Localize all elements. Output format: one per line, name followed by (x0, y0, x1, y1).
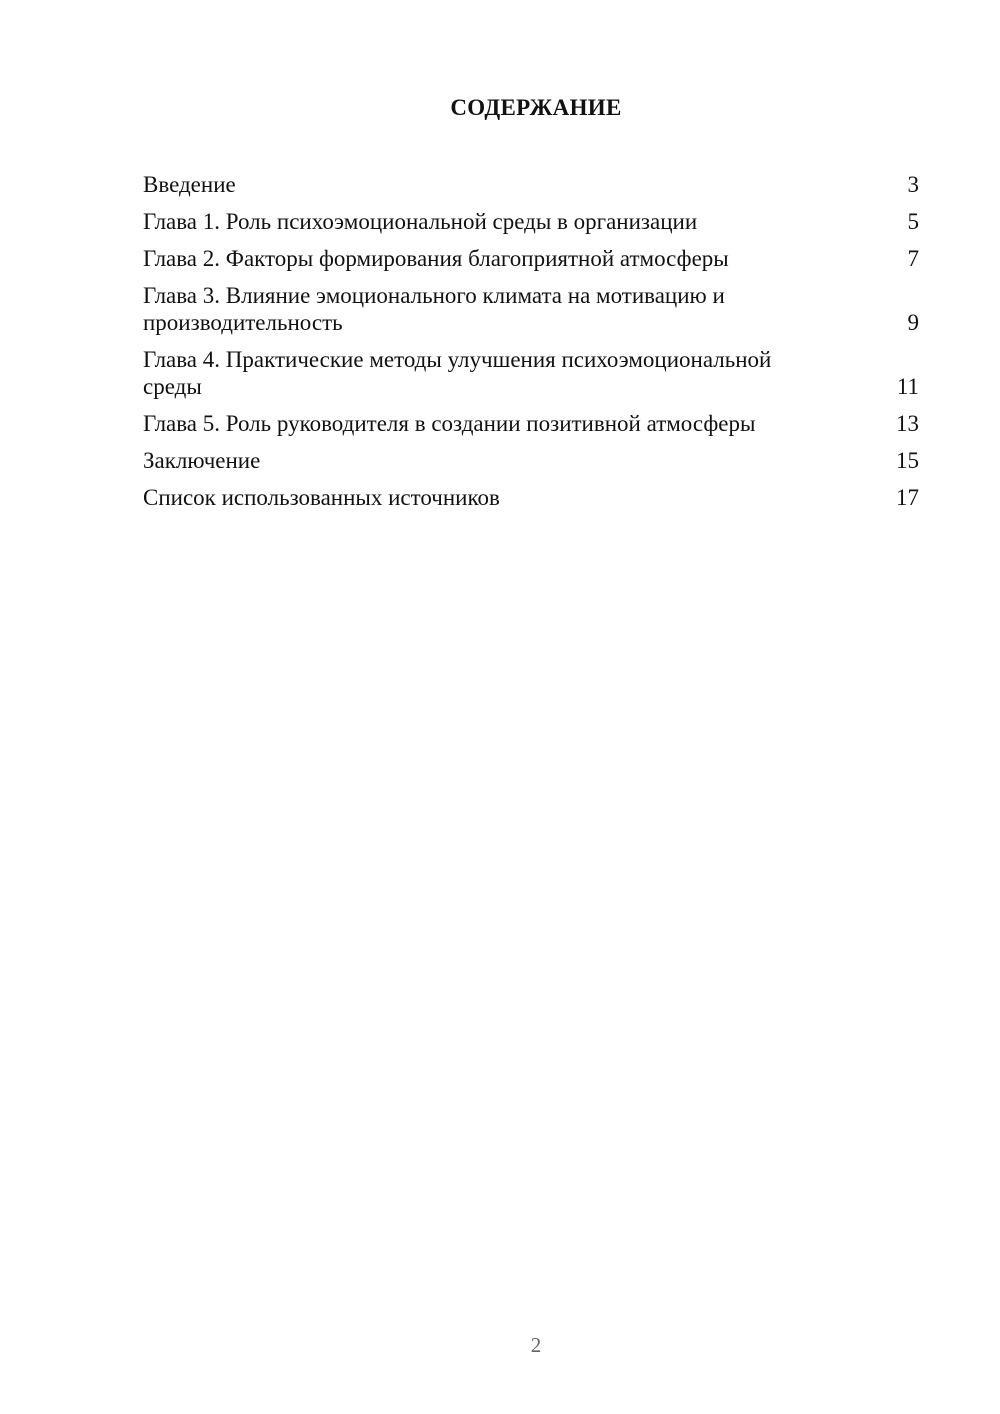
toc-entry-chapter-3 (143, 279, 919, 343)
toc-entry-introduction (143, 168, 919, 205)
toc-entry-chapter-2 (143, 242, 919, 279)
toc-entry-page: 15 (896, 448, 919, 473)
toc-entry-page: 5 (907, 209, 919, 234)
toc-entry-text: Глава 1. Роль психоэмоциональной среды в организации (143, 209, 698, 234)
toc-entry-text: Глава 4. Практические методы улучшения психоэмоциональной среды (143, 347, 772, 399)
toc-entry-conclusion (143, 444, 919, 481)
toc-entry-text: Введение (143, 172, 236, 197)
toc-entry-page: 13 (896, 411, 919, 436)
toc-entry-text: Глава 5. Роль руководителя в создании позитивной атмосферы (143, 411, 756, 436)
toc-entry-chapter-5 (143, 407, 919, 444)
toc-entry-page: 3 (907, 172, 919, 197)
page-number: 2 (530, 1333, 542, 1357)
toc-entry-references (143, 481, 919, 518)
toc-entry-chapter-4 (143, 343, 919, 407)
toc-entry-page: 17 (896, 485, 919, 510)
toc-entry-text: Заключение (143, 448, 261, 473)
toc-entry-page: 9 (907, 310, 919, 335)
toc-entry-chapter-1 (143, 205, 919, 242)
toc-heading: СОДЕРЖАНИЕ (450, 95, 622, 120)
toc-entry-page: 11 (896, 374, 919, 399)
toc-entry-text: Список использованных источников (143, 485, 500, 510)
toc-list (143, 168, 919, 518)
toc-entry-page: 7 (907, 246, 919, 271)
toc-entry-text: Глава 2. Факторы формирования благоприятной атмосферы (143, 246, 729, 271)
toc-entry-text: Глава 3. Влияние эмоционального климата на мотивацию и производительность (143, 283, 725, 335)
